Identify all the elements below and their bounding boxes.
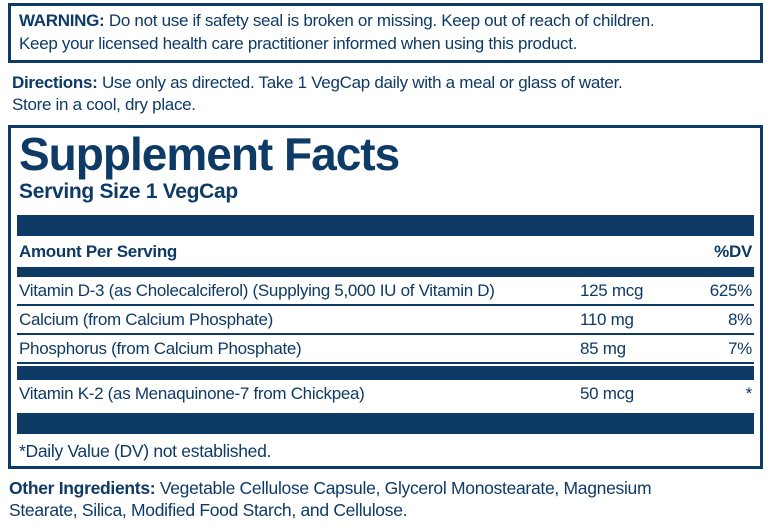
nutrient-name: Phosphorus (from Calcium Phosphate) bbox=[19, 339, 302, 358]
divider-bar-top bbox=[17, 215, 754, 236]
nutrient-amount: 85 mg bbox=[580, 339, 626, 358]
nutrient-dv: 7% bbox=[728, 339, 752, 358]
divider-bar-middle bbox=[17, 366, 754, 380]
warning-line-2 bbox=[19, 32, 752, 55]
nutrient-name: Calcium (from Calcium Phosphate) bbox=[19, 310, 273, 329]
nutrient-amount: 50 mcg bbox=[580, 384, 634, 403]
panel-title: Supplement Facts bbox=[19, 128, 400, 180]
dv-header: %DV bbox=[714, 242, 752, 261]
other-ingredients-line-2 bbox=[9, 499, 759, 521]
table-row-calcium bbox=[17, 306, 754, 335]
table-row-vitamin-k2 bbox=[17, 380, 754, 407]
nutrient-amount: 110 mg bbox=[580, 310, 634, 329]
directions-line-1 bbox=[12, 72, 759, 94]
table-row-phosphorus bbox=[17, 335, 754, 364]
warning-box bbox=[8, 3, 763, 63]
nutrient-amount: 125 mcg bbox=[580, 281, 644, 300]
directions bbox=[12, 72, 759, 116]
amount-per-serving-header: Amount Per Serving bbox=[19, 242, 178, 261]
other-ingredients-label: Other Ingredients: bbox=[9, 478, 156, 498]
other-ingredients-text-1: Vegetable Cellulose Capsule, Glycerol Monostearate, Magnesium bbox=[159, 478, 652, 498]
directions-text-2: Store in a cool, dry place. bbox=[12, 95, 196, 114]
table-row-vitamin-d3 bbox=[17, 277, 754, 306]
nutrient-dv: 8% bbox=[728, 310, 752, 329]
dv-footnote: *Daily Value (DV) not established. bbox=[19, 441, 272, 461]
warning-label: WARNING: bbox=[19, 11, 105, 30]
directions-text-1: Use only as directed. Take 1 VegCap daily with a meal or glass of water. bbox=[101, 73, 623, 92]
other-ingredients bbox=[9, 477, 759, 521]
other-ingredients-line-1 bbox=[9, 477, 759, 499]
nutrient-dv: * bbox=[745, 384, 752, 403]
other-ingredients-text-2: Stearate, Silica, Modified Food Starch, and Cellulose. bbox=[9, 500, 408, 520]
serving-size: Serving Size 1 VegCap bbox=[19, 180, 238, 203]
supplement-facts-panel bbox=[8, 125, 763, 469]
nutrient-dv: 625% bbox=[709, 281, 752, 300]
directions-line-2 bbox=[12, 94, 759, 116]
directions-label: Directions: bbox=[12, 73, 98, 92]
warning-text-2: Keep your licensed health care practitioner informed when using this product. bbox=[19, 34, 578, 53]
warning-text-1: Do not use if safety seal is broken or missing. Keep out of reach of children. bbox=[108, 11, 655, 30]
divider-bar-bottom bbox=[17, 413, 754, 434]
divider-bar-header bbox=[17, 267, 754, 277]
table-header-row bbox=[17, 242, 754, 262]
warning-line-1 bbox=[19, 9, 752, 32]
nutrient-name: Vitamin K-2 (as Menaquinone-7 from Chickpea) bbox=[19, 384, 365, 403]
nutrient-name: Vitamin D-3 (as Cholecalciferol) (Supplying 5,000 IU of Vitamin D) bbox=[19, 281, 495, 300]
